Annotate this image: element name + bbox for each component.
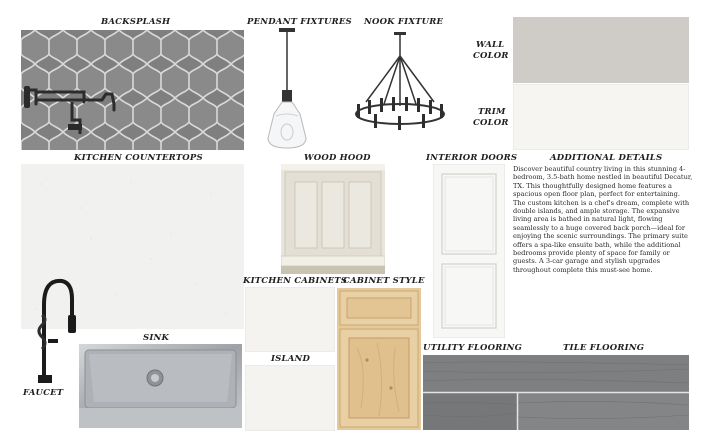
island-label: ISLAND <box>271 354 311 364</box>
trim-color-label-line1: TRIM <box>478 107 506 117</box>
interior-doors-label: INTERIOR DOORS <box>426 153 518 163</box>
nook-fixture-label: NOOK FIXTURE <box>364 17 444 27</box>
wood-hood-label: WOOD HOOD <box>304 153 371 163</box>
pot-filler-faucet-image <box>22 80 122 142</box>
trim-color-label-line2: COLOR <box>473 118 509 128</box>
additional-details-label: ADDITIONAL DETAILS <box>550 153 663 163</box>
sink-label: SINK <box>143 333 170 343</box>
sink-image <box>79 344 242 428</box>
pendant-fixture-image <box>262 28 312 150</box>
cabinet-style-label: CABINET STYLE <box>343 276 425 286</box>
wood-hood-image <box>281 164 385 274</box>
trim-color-swatch <box>513 84 689 150</box>
backsplash-label: BACKSPLASH <box>101 17 171 27</box>
kitchen-countertops-label: KITCHEN COUNTERTOPS <box>74 153 203 163</box>
kitchen-cabinets-swatch <box>245 287 335 352</box>
wall-color-swatch <box>513 17 689 83</box>
additional-details-text: Discover beautiful country living in this stunning 4-bedroom, 3.5-bath home nestled in beautiful Decatur, TX. This thoughtfully designed home features a spacious open floor plan, perfect for entertaining. The custom kitchen is a chef's dream, complete with double islands, and ample storage. The expansive living area is bathed in natural light, flowing seamlessly to a huge covered back porch—ideal for enjoying the scenic surroundings. The primary suite offers a spa-like ensuite bath, while the additional bedrooms provide plenty of space for family or guests. A 3-car garage and stylish upgrades throughout complete this must-see home. <box>513 165 693 274</box>
interior-door-image <box>433 164 505 338</box>
wall-color-label-line1: WALL <box>476 40 505 50</box>
faucet-image <box>28 275 76 385</box>
utility-flooring-label: UTILITY FLOORING <box>423 343 523 353</box>
tile-flooring-label: TILE FLOORING <box>563 343 645 353</box>
wall-color-label-line2: COLOR <box>473 51 509 61</box>
pendant-fixtures-label: PENDANT FIXTURES <box>247 17 352 27</box>
kitchen-cabinets-label: KITCHEN CABINETS <box>243 276 348 286</box>
faucet-label: FAUCET <box>23 388 64 398</box>
nook-chandelier-image <box>352 32 448 132</box>
cabinet-style-image <box>337 288 421 430</box>
flooring-swatch <box>423 355 689 430</box>
island-swatch <box>245 365 335 431</box>
